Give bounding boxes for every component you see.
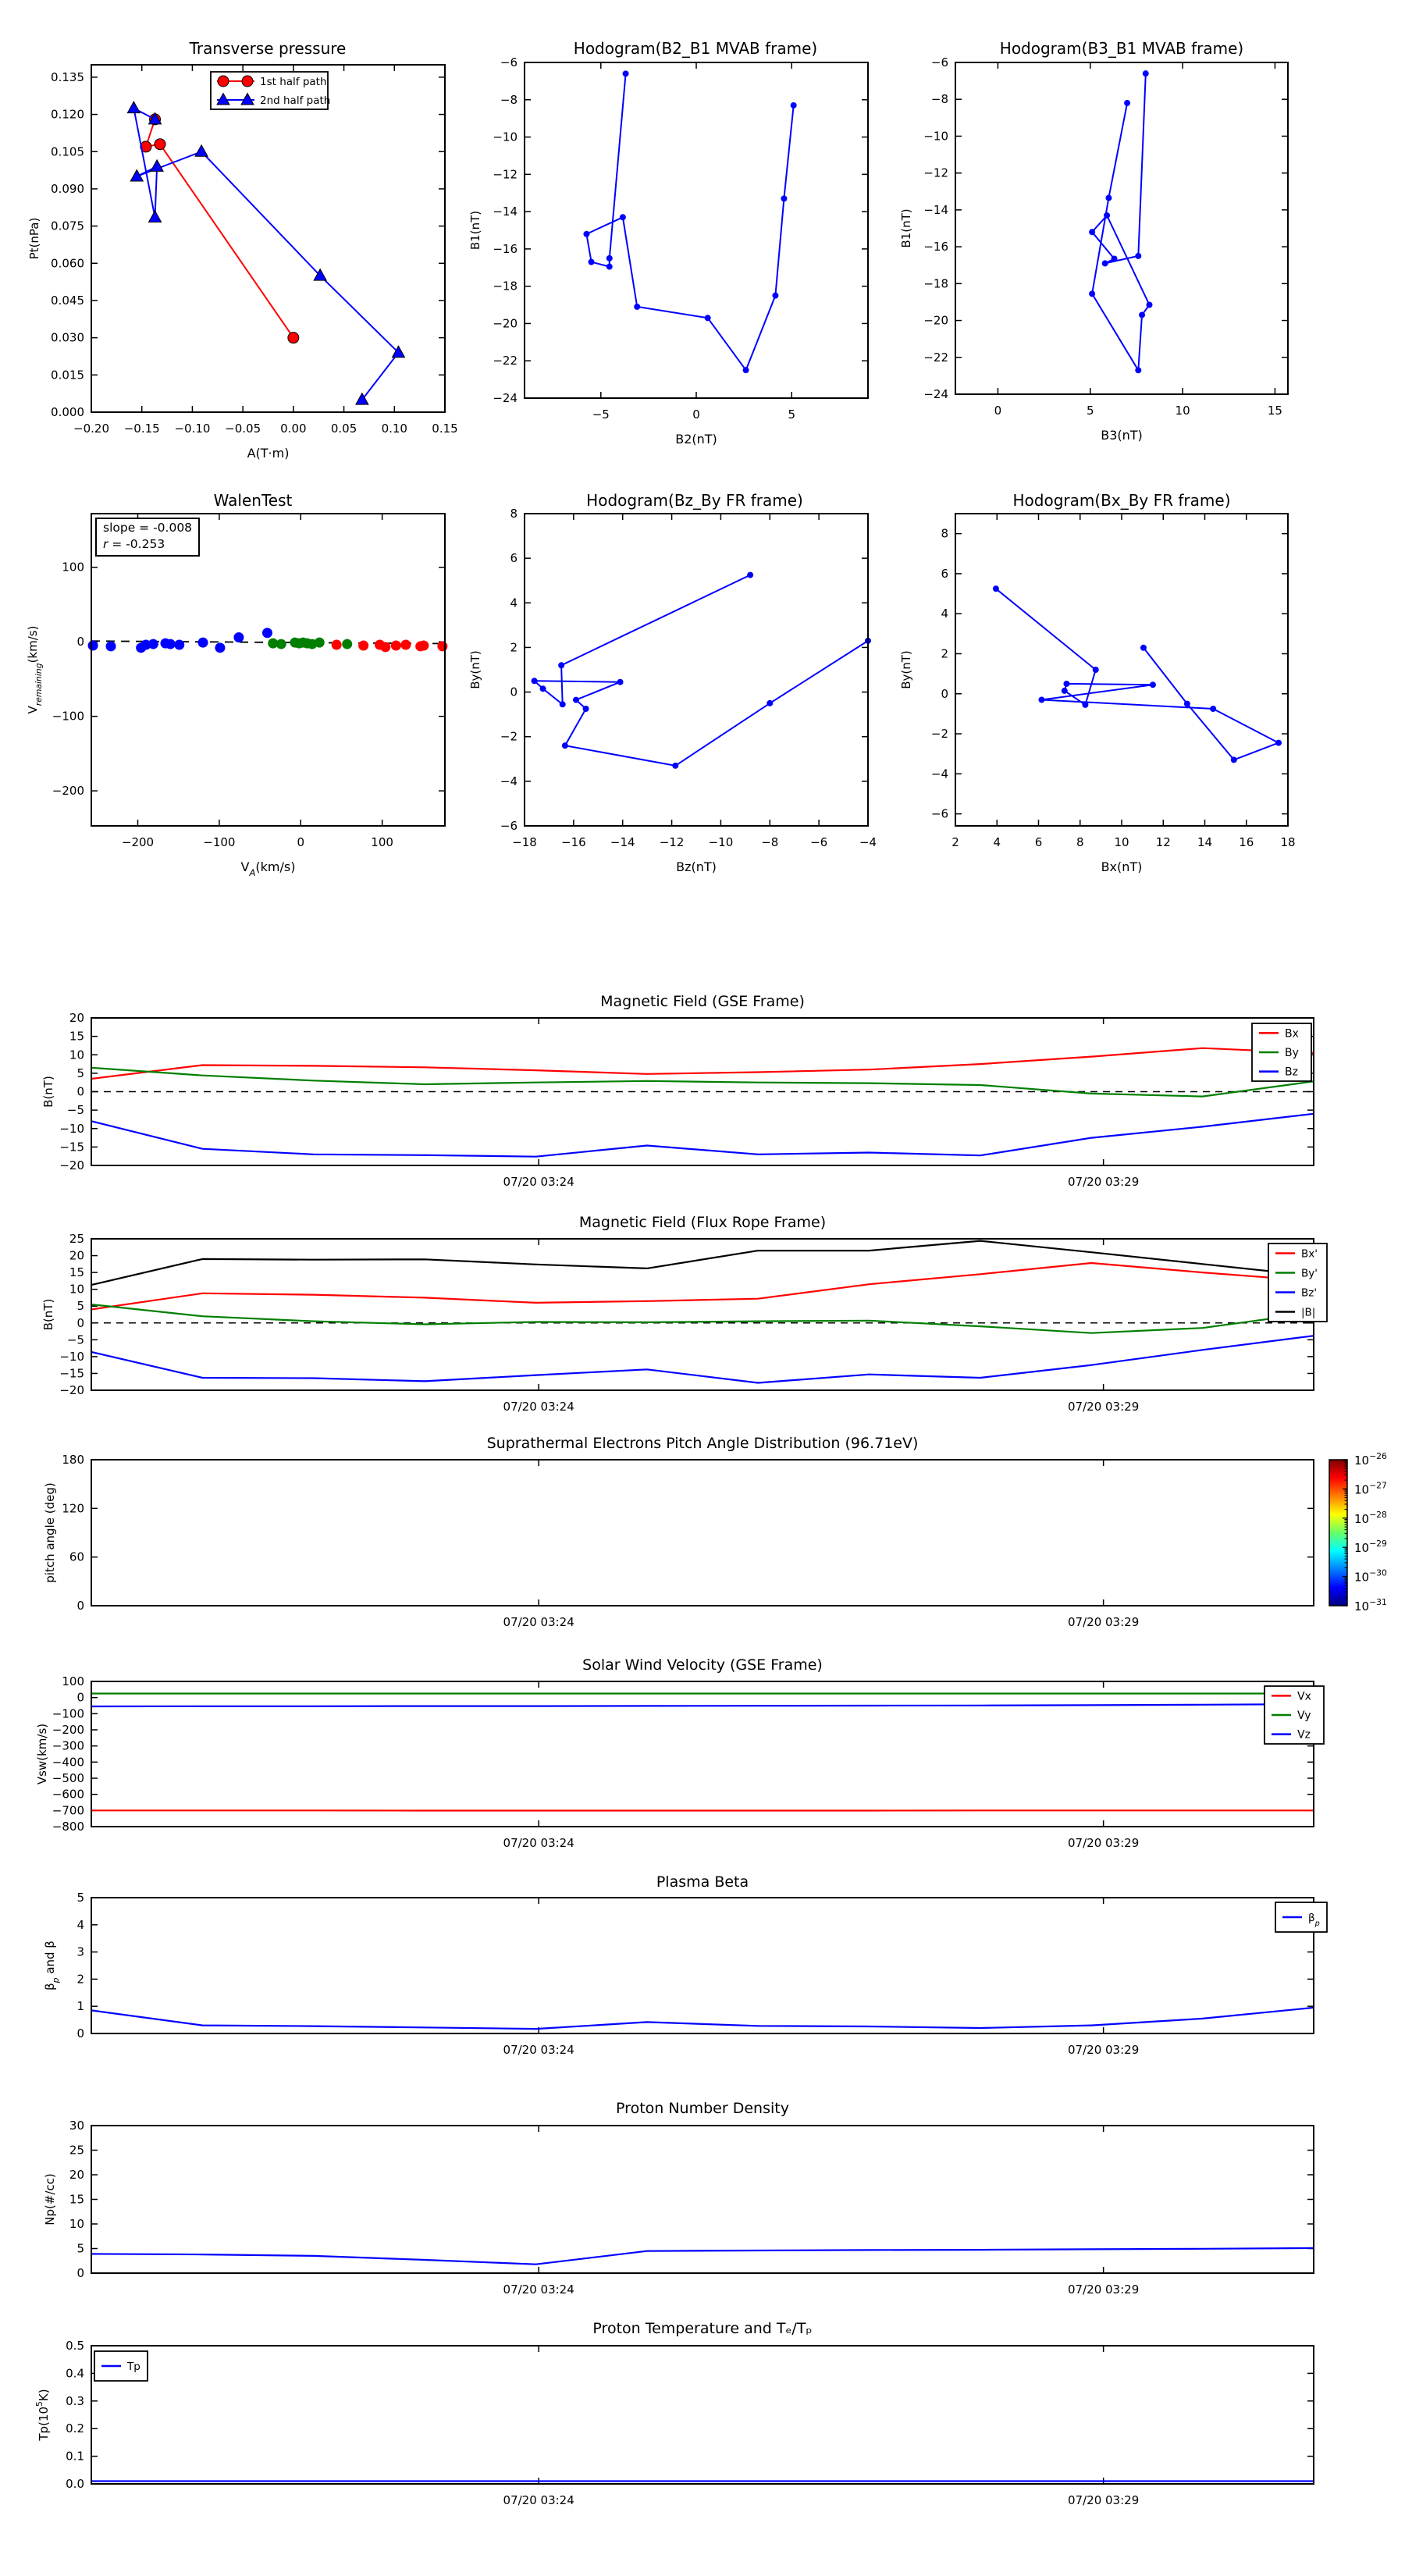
svg-text:4: 4 xyxy=(76,1917,84,1932)
svg-text:Tp: Tp xyxy=(127,2361,140,2373)
plot-frame xyxy=(955,62,1288,394)
svg-text:0: 0 xyxy=(297,835,305,849)
svg-text:−20: −20 xyxy=(923,313,948,328)
svg-text:Pt(nPa): Pt(nPa) xyxy=(27,217,41,260)
svg-text:0: 0 xyxy=(692,407,700,422)
panel-hodogram-b2b1 xyxy=(468,55,868,447)
svg-text:−5: −5 xyxy=(66,1332,84,1347)
title-transverse-pressure: Transverse pressure xyxy=(189,39,347,58)
y-axis-plasma-beta xyxy=(76,1891,1314,2041)
svg-text:6: 6 xyxy=(941,566,948,581)
svg-text:25: 25 xyxy=(69,1232,84,1246)
svg-text:0: 0 xyxy=(994,404,1002,418)
svg-text:5: 5 xyxy=(1086,404,1094,418)
svg-text:−100: −100 xyxy=(52,1706,84,1721)
svg-text:B(nT): B(nT) xyxy=(41,1076,55,1108)
y-axis-walen-test xyxy=(52,560,445,798)
panel-walen-test xyxy=(26,514,447,878)
svg-text:−5: −5 xyxy=(66,1103,84,1118)
svg-text:Bx(nT): Bx(nT) xyxy=(1101,859,1143,874)
svg-text:5: 5 xyxy=(76,1066,84,1080)
svg-text:0.045: 0.045 xyxy=(51,293,84,308)
svg-text:By': By' xyxy=(1301,1267,1318,1280)
svg-text:−16: −16 xyxy=(923,240,948,254)
legend-solar-wind-velocity xyxy=(1264,1686,1324,1744)
plot-frame xyxy=(91,1460,1314,1606)
svg-text:20: 20 xyxy=(69,1248,84,1263)
svg-text:0.3: 0.3 xyxy=(66,2393,84,2408)
panel-hodogram-b3b1 xyxy=(899,55,1288,443)
svg-text:07/20 03:24: 07/20 03:24 xyxy=(503,2043,574,2057)
svg-text:07/20 03:29: 07/20 03:29 xyxy=(1068,1615,1140,1629)
x-axis-walen-test xyxy=(122,514,393,849)
svg-text:−20: −20 xyxy=(493,316,518,331)
svg-text:10−27: $10^{-27}$ xyxy=(1354,1480,1387,1497)
svg-text:Vsw(km/s): Vsw(km/s) xyxy=(35,1723,49,1785)
svg-text:60: 60 xyxy=(69,1550,84,1564)
svg-text:0: 0 xyxy=(510,685,518,699)
title-hodogram-bzby: Hodogram(Bz_By FR frame) xyxy=(586,491,803,510)
svg-text:07/20 03:24: 07/20 03:24 xyxy=(503,1400,574,1414)
svg-text:−800: −800 xyxy=(52,1820,84,1834)
x-axis-proton-density xyxy=(503,2126,1140,2297)
svg-text:07/20 03:29: 07/20 03:29 xyxy=(1068,2282,1140,2297)
panel-hodogram-bxby xyxy=(899,514,1296,874)
title-hodogram-b2b1: Hodogram(B2_B1 MVAB frame) xyxy=(573,39,818,58)
series-np xyxy=(91,2248,1314,2265)
svg-text:−5: −5 xyxy=(592,407,610,422)
svg-text:−200: −200 xyxy=(52,784,84,799)
title-mag-field-fr: Magnetic Field (Flux Rope Frame) xyxy=(578,1214,827,1231)
x-axis-proton-temperature xyxy=(503,2346,1140,2507)
svg-text:B1(nT): B1(nT) xyxy=(899,208,913,248)
svg-text:B(nT): B(nT) xyxy=(41,1298,55,1331)
svg-text:−18: −18 xyxy=(923,276,948,291)
panel-hodogram-bzby xyxy=(468,507,877,874)
svg-text:10−30: $10^{-30}$ xyxy=(1354,1567,1387,1585)
svg-text:0: 0 xyxy=(76,2266,84,2280)
svg-text:07/20 03:24: 07/20 03:24 xyxy=(503,1615,574,1629)
svg-text:10−28: $10^{-28}$ xyxy=(1354,1509,1387,1526)
svg-text:−12: −12 xyxy=(493,167,518,182)
svg-text:1: 1 xyxy=(76,1999,84,2014)
svg-text:βp and β: $\beta_p$ and β xyxy=(43,1941,61,1991)
svg-text:−600: −600 xyxy=(52,1787,84,1802)
svg-text:−24: −24 xyxy=(493,391,518,405)
svg-text:−4: −4 xyxy=(500,774,518,788)
plot-frame xyxy=(91,514,445,826)
svg-text:18: 18 xyxy=(1280,835,1296,849)
svg-text:180: 180 xyxy=(62,1453,84,1467)
plot-frame xyxy=(525,62,868,398)
svg-text:15: 15 xyxy=(1267,404,1282,418)
svg-text:15: 15 xyxy=(69,1265,84,1280)
svg-text:−6: −6 xyxy=(500,55,518,69)
svg-text:|B|: |B| xyxy=(1301,1306,1316,1319)
svg-text:B2(nT): B2(nT) xyxy=(675,432,717,447)
series-b3-b1-path xyxy=(1089,70,1152,373)
plot-frame xyxy=(91,1681,1314,1827)
svg-text:Vremaining(km/s): $V_{remaining}(km/s)$ xyxy=(26,625,44,714)
y-axis-hodogram-bzby xyxy=(500,507,868,833)
svg-text:15: 15 xyxy=(69,2192,84,2207)
legend-mag-field-gse xyxy=(1252,1023,1311,1081)
svg-text:100: 100 xyxy=(62,560,84,575)
panel-solar-wind-velocity xyxy=(35,1674,1324,1850)
svg-text:−2: −2 xyxy=(930,727,948,742)
panel-transverse-pressure xyxy=(27,65,458,461)
plot-frame xyxy=(91,1239,1314,1390)
svg-text:Vy: Vy xyxy=(1297,1710,1311,1722)
svg-text:0.090: 0.090 xyxy=(51,181,84,196)
svg-text:A(T·m): A(T·m) xyxy=(247,446,290,461)
svg-text:0.000: 0.000 xyxy=(51,405,84,419)
svg-text:4: 4 xyxy=(510,596,518,610)
svg-text:−20: −20 xyxy=(59,1158,84,1172)
svg-text:100: 100 xyxy=(62,1674,84,1688)
plot-frame xyxy=(91,1898,1314,2033)
svg-text:−12: −12 xyxy=(659,835,685,849)
svg-text:07/20 03:29: 07/20 03:29 xyxy=(1068,2043,1140,2057)
svg-text:07/20 03:24: 07/20 03:24 xyxy=(503,1175,574,1189)
x-axis-electron-pad xyxy=(503,1460,1140,1629)
x-axis-hodogram-bxby xyxy=(951,514,1295,849)
series-bx-by-path xyxy=(993,585,1282,763)
svg-text:−400: −400 xyxy=(52,1755,84,1770)
svg-text:30: 30 xyxy=(69,2119,84,2133)
svg-text:6: 6 xyxy=(510,551,518,566)
svg-text:−22: −22 xyxy=(493,354,518,368)
svg-text:−12: −12 xyxy=(923,165,948,180)
svg-text:5: 5 xyxy=(76,1891,84,1905)
svg-text:0.060: 0.060 xyxy=(51,256,84,271)
svg-text:120: 120 xyxy=(62,1501,84,1516)
svg-text:−10: −10 xyxy=(59,1349,84,1364)
svg-text:0.05: 0.05 xyxy=(330,422,357,436)
svg-text:2: 2 xyxy=(510,640,518,655)
title-electron-pad: Suprathermal Electrons Pitch Angle Distribution (96.71eV) xyxy=(486,1435,919,1452)
svg-text:Bz(nT): Bz(nT) xyxy=(676,859,717,874)
svg-text:0.15: 0.15 xyxy=(432,422,458,436)
svg-text:−6: −6 xyxy=(500,819,518,833)
svg-text:0: 0 xyxy=(941,686,948,701)
svg-text:−700: −700 xyxy=(52,1803,84,1818)
svg-text:βp: $\beta_p$ xyxy=(1308,1912,1320,1928)
svg-text:2nd half path: 2nd half path xyxy=(260,94,331,107)
series-bz xyxy=(91,1114,1314,1157)
svg-text:20: 20 xyxy=(69,1011,84,1025)
svg-text:−14: −14 xyxy=(923,202,948,217)
svg-text:Bz': Bz' xyxy=(1301,1286,1318,1300)
svg-text:−15: −15 xyxy=(59,1140,84,1155)
svg-text:Vx: Vx xyxy=(1297,1690,1311,1703)
svg-text:5: 5 xyxy=(76,2241,84,2256)
svg-text:10: 10 xyxy=(1175,404,1190,418)
svg-text:−10: −10 xyxy=(923,129,948,144)
svg-text:Tp(105K): $Tp(10^5K)$ xyxy=(34,2389,51,2441)
svg-text:2: 2 xyxy=(76,1972,84,1987)
svg-text:10−31: $10^{-31}$ xyxy=(1354,1597,1387,1614)
svg-text:−2: −2 xyxy=(500,729,518,744)
x-axis-mag-field-fr xyxy=(503,1239,1140,1414)
title-mag-field-gse: Magnetic Field (GSE Frame) xyxy=(600,993,805,1010)
svg-text:−100: −100 xyxy=(52,709,84,724)
panel-proton-temperature xyxy=(34,2339,1314,2507)
svg-text:8: 8 xyxy=(1076,835,1084,849)
svg-text:−0.10: −0.10 xyxy=(174,422,211,436)
svg-text:07/20 03:29: 07/20 03:29 xyxy=(1068,2493,1140,2507)
svg-text:−0.20: −0.20 xyxy=(73,422,109,436)
svg-text:8: 8 xyxy=(941,526,948,541)
svg-text:−500: −500 xyxy=(52,1771,84,1785)
svg-text:pitch angle (deg): pitch angle (deg) xyxy=(43,1482,57,1583)
svg-text:−14: −14 xyxy=(610,835,635,849)
svg-text:2: 2 xyxy=(951,835,959,849)
svg-text:5: 5 xyxy=(788,407,795,422)
svg-text:−10: −10 xyxy=(493,130,518,144)
panel-electron-pad xyxy=(43,1451,1387,1629)
x-axis-transverse-pressure xyxy=(73,65,458,436)
svg-text:100: 100 xyxy=(371,835,393,849)
panel-plasma-beta xyxy=(43,1891,1327,2057)
svg-text:0: 0 xyxy=(76,1690,84,1705)
y-axis-hodogram-b3b1 xyxy=(923,55,1288,401)
title-proton-temperature: Proton Temperature and Tₑ/Tₚ xyxy=(592,2320,813,2337)
panel-mag-field-gse xyxy=(41,1011,1314,1189)
legend-plasma-beta xyxy=(1275,1902,1327,1932)
svg-text:Bx': Bx' xyxy=(1301,1247,1318,1261)
svg-text:Bx: Bx xyxy=(1285,1027,1299,1041)
svg-text:8: 8 xyxy=(510,507,518,521)
plot-frame xyxy=(91,2346,1314,2484)
legend-transverse-pressure xyxy=(211,72,330,109)
svg-text:07/20 03:29: 07/20 03:29 xyxy=(1068,1400,1140,1414)
svg-text:07/20 03:29: 07/20 03:29 xyxy=(1068,1836,1140,1850)
svg-text:20: 20 xyxy=(69,2168,84,2182)
svg-text:0.105: 0.105 xyxy=(51,144,84,159)
svg-text:14: 14 xyxy=(1197,835,1213,849)
svg-text:−200: −200 xyxy=(52,1723,84,1737)
y-axis-electron-pad xyxy=(62,1453,1314,1613)
svg-text:B1(nT): B1(nT) xyxy=(468,210,482,251)
svg-text:−8: −8 xyxy=(930,92,948,107)
svg-text:−20: −20 xyxy=(59,1383,84,1397)
svg-text:12: 12 xyxy=(1155,835,1171,849)
svg-text:−16: −16 xyxy=(493,241,518,256)
svg-text:0.10: 0.10 xyxy=(381,422,407,436)
svg-text:−15: −15 xyxy=(59,1366,84,1381)
svg-text:25: 25 xyxy=(69,2143,84,2158)
svg-text:0.00: 0.00 xyxy=(280,422,307,436)
svg-text:−14: −14 xyxy=(493,205,518,219)
title-plasma-beta: Plasma Beta xyxy=(656,1873,749,1891)
svg-text:Vz: Vz xyxy=(1297,1728,1311,1742)
svg-text:−6: −6 xyxy=(810,835,828,849)
svg-text:−0.15: −0.15 xyxy=(123,422,160,436)
svg-text:−6: −6 xyxy=(930,806,948,821)
title-solar-wind-velocity: Solar Wind Velocity (GSE Frame) xyxy=(582,1656,823,1674)
svg-text:10: 10 xyxy=(69,1282,84,1297)
legend-proton-temperature xyxy=(94,2351,148,2381)
svg-text:−8: −8 xyxy=(500,92,518,107)
series-vz xyxy=(91,1704,1314,1706)
svg-text:07/20 03:24: 07/20 03:24 xyxy=(503,1836,574,1850)
title-hodogram-b3b1: Hodogram(B3_B1 MVAB frame) xyxy=(999,39,1244,58)
svg-text:0.015: 0.015 xyxy=(51,368,84,382)
svg-text:By(nT): By(nT) xyxy=(468,650,482,689)
svg-text:Np(#/cc): Np(#/cc) xyxy=(43,2173,57,2226)
svg-text:−200: −200 xyxy=(121,835,155,849)
svg-text:−10: −10 xyxy=(708,835,734,849)
svg-text:0: 0 xyxy=(76,2026,84,2041)
svg-text:0.030: 0.030 xyxy=(51,330,84,345)
svg-text:−6: −6 xyxy=(930,55,948,69)
svg-text:1st half path: 1st half path xyxy=(260,76,327,88)
svg-text:−4: −4 xyxy=(930,767,948,781)
svg-text:07/20 03:24: 07/20 03:24 xyxy=(503,2493,574,2507)
svg-text:6: 6 xyxy=(1034,835,1043,849)
svg-text:B3(nT): B3(nT) xyxy=(1101,428,1143,443)
svg-text:By: By xyxy=(1285,1047,1299,1059)
series-1st-half-points xyxy=(88,628,272,653)
svg-text:10: 10 xyxy=(69,1048,84,1062)
svg-text:−24: −24 xyxy=(923,387,948,401)
svg-text:−100: −100 xyxy=(203,835,236,849)
walen-slope-label: slope = -0.008 xyxy=(103,521,193,535)
svg-text:5: 5 xyxy=(76,1299,84,1314)
svg-text:0: 0 xyxy=(76,1315,84,1330)
series-bz- xyxy=(91,1336,1314,1382)
svg-text:0.0: 0.0 xyxy=(66,2477,84,2491)
svg-text:VA(km/s): $V_A(km/s)$ xyxy=(240,859,296,878)
svg-text:2: 2 xyxy=(941,646,948,661)
series-beta-p xyxy=(91,2008,1314,2029)
svg-text:By(nT): By(nT) xyxy=(899,650,913,689)
svg-text:−10: −10 xyxy=(59,1121,84,1136)
x-axis-mag-field-gse xyxy=(503,1018,1140,1189)
svg-text:0.5: 0.5 xyxy=(66,2339,84,2353)
svg-text:−4: −4 xyxy=(859,835,877,849)
svg-text:0: 0 xyxy=(76,1084,84,1099)
walen-fit-annotation xyxy=(95,518,200,557)
panel-proton-density xyxy=(43,2119,1314,2297)
svg-text:0.135: 0.135 xyxy=(51,69,84,84)
svg-text:0: 0 xyxy=(76,635,84,649)
svg-text:15: 15 xyxy=(69,1029,84,1044)
walen-r-label: r = -0.253 xyxy=(103,536,165,551)
svg-text:−22: −22 xyxy=(923,350,948,365)
y-axis-hodogram-b2b1 xyxy=(493,55,868,405)
title-hodogram-bxby: Hodogram(Bx_By FR frame) xyxy=(1012,491,1231,510)
svg-text:0.1: 0.1 xyxy=(66,2449,84,2464)
colorbar xyxy=(1329,1451,1387,1614)
title-proton-density: Proton Number Density xyxy=(616,2100,789,2117)
svg-text:−18: −18 xyxy=(512,835,537,849)
svg-text:16: 16 xyxy=(1239,835,1254,849)
series-2nd-half-path xyxy=(127,101,404,404)
svg-text:4: 4 xyxy=(993,835,1001,849)
plot-frame xyxy=(955,514,1288,826)
series-b2-b1-path xyxy=(583,70,796,373)
svg-text:3: 3 xyxy=(76,1944,84,1959)
series--b- xyxy=(91,1241,1314,1286)
svg-text:0: 0 xyxy=(76,1599,84,1613)
svg-text:07/20 03:29: 07/20 03:29 xyxy=(1068,1175,1140,1189)
svg-text:0.2: 0.2 xyxy=(66,2421,84,2436)
y-axis-proton-temperature xyxy=(66,2339,1314,2491)
svg-text:10−29: $10^{-29}$ xyxy=(1354,1539,1387,1556)
series-bz-by-path xyxy=(532,572,871,769)
svg-text:0.075: 0.075 xyxy=(51,219,84,233)
svg-text:10: 10 xyxy=(69,2217,84,2231)
svg-text:10: 10 xyxy=(1114,835,1129,849)
svg-text:07/20 03:24: 07/20 03:24 xyxy=(503,2282,574,2297)
plot-frame xyxy=(525,514,868,826)
svg-text:−300: −300 xyxy=(52,1738,84,1753)
svg-text:4: 4 xyxy=(941,607,948,621)
svg-text:−18: −18 xyxy=(493,279,518,294)
y-axis-transverse-pressure xyxy=(51,70,445,419)
y-axis-hodogram-bxby xyxy=(931,527,1288,821)
title-walen-test: WalenTest xyxy=(213,491,293,510)
svg-text:0.120: 0.120 xyxy=(51,107,84,122)
svg-text:0.4: 0.4 xyxy=(66,2366,84,2381)
svg-text:−16: −16 xyxy=(561,835,586,849)
series-bx xyxy=(91,1048,1314,1079)
svg-text:−0.05: −0.05 xyxy=(225,422,261,436)
series-bx- xyxy=(91,1263,1314,1310)
panel-mag-field-fr xyxy=(41,1232,1327,1414)
legend-mag-field-fr xyxy=(1268,1244,1327,1322)
series-by- xyxy=(91,1304,1314,1333)
svg-text:10−26: $10^{-26}$ xyxy=(1354,1451,1387,1468)
svg-text:Bz: Bz xyxy=(1285,1066,1298,1079)
svg-text:−8: −8 xyxy=(761,835,779,849)
